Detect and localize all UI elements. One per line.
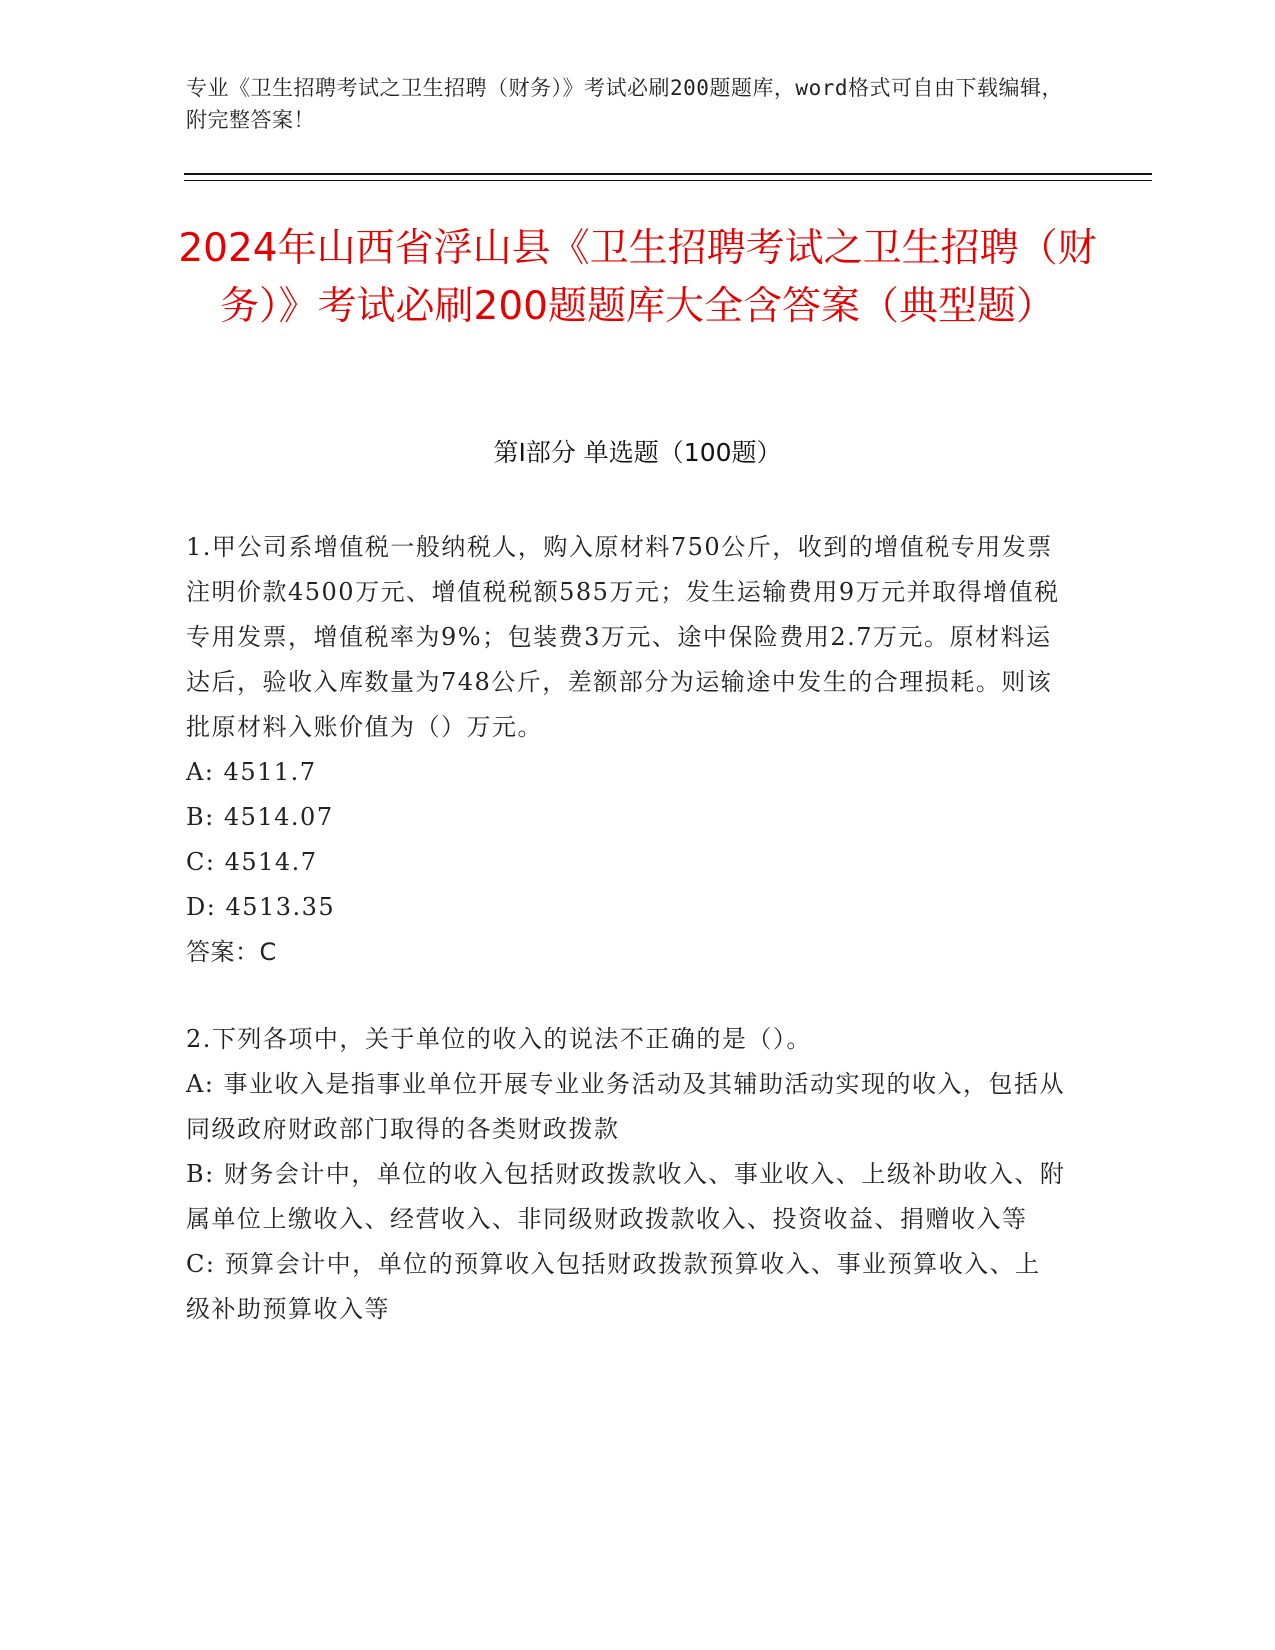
document-title: 2024年山西省浮山县《卫生招聘考试之卫生招聘（财务）》考试必刷200题题库大全含答案（典型题） <box>178 226 1097 329</box>
question-2 <box>186 1017 1066 1332</box>
header-note: 专业《卫生招聘考试之卫生招聘（财务）》考试必刷200题题库，word格式可自由下载编辑，附完整答案！ <box>186 76 1063 132</box>
question-text: 1.甲公司系增值税一般纳税人，购入原材料750公斤，收到的增值税专用发票注明价款4500万元、增值税税额585万元；发生运输费用9万元并取得增值税专用发票，增值税率为9%；包装费3万元、途中保险费用2.7万元。原材料运达后，验收入库数量为748公斤，差额部分为运输途中发生的合理损耗。则该批原材料入账价值为（）万元。 <box>186 533 1060 741</box>
section-title: 第Ⅰ部分 单选题（100题） <box>493 438 782 467</box>
question-spacer <box>186 975 1066 1017</box>
option-a: A: 事业收入是指事业单位开展专业业务活动及其辅助活动实现的收入，包括从同级政府财政部门取得的各类财政拨款 <box>186 1070 1066 1143</box>
option-b: B: 财务会计中，单位的收入包括财政拨款收入、事业收入、上级补助收入、附属单位上缴收入、经营收入、非同级财政拨款收入、投资收益、捐赠收入等 <box>186 1160 1066 1233</box>
question-1 <box>186 525 1066 975</box>
option-c: C: 4514.7 <box>186 848 318 876</box>
option-c: C: 预算会计中，单位的预算收入包括财政拨款预算收入、事业预算收入、上级补助预算收入等 <box>186 1250 1041 1323</box>
answer-label: 答案：C <box>186 938 277 966</box>
option-d: D: 4513.35 <box>186 893 336 921</box>
option-a: A: 4511.7 <box>186 758 317 786</box>
option-b: B: 4514.07 <box>186 803 334 831</box>
header-rule-thick <box>184 173 1152 175</box>
question-text: 2.下列各项中，关于单位的收入的说法不正确的是（）。 <box>186 1025 812 1053</box>
header-rule-thin <box>184 180 1152 181</box>
question-list <box>186 525 1066 1332</box>
